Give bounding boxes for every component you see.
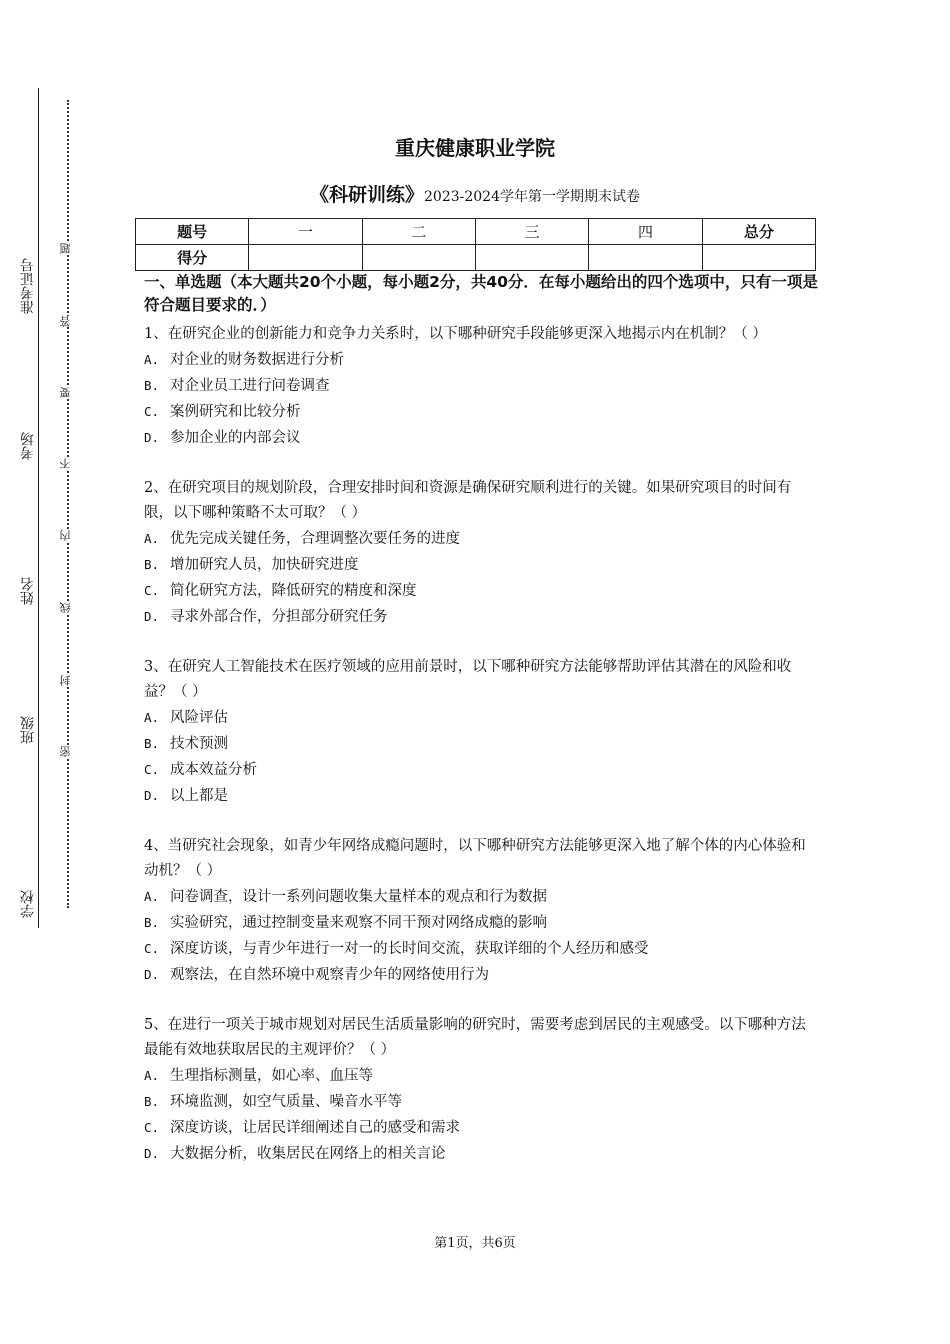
score-cell-1[interactable] [249, 245, 362, 271]
score-cell-total[interactable] [702, 245, 815, 271]
question [144, 476, 820, 630]
option-text: 寻求外部合作，分担部分研究任务 [170, 609, 388, 625]
answer-option[interactable] [144, 884, 820, 910]
option-letter: A. [144, 889, 160, 904]
school-title: 重庆健康职业学院 [395, 136, 555, 160]
answer-option[interactable] [144, 705, 820, 731]
option-text: 增加研究人员，加快研究进度 [170, 557, 359, 573]
option-text: 实验研究，通过控制变量来观察不同干预对网络成瘾的影响 [170, 915, 547, 931]
option-text: 问卷调查，设计一系列问题收集大量样本的观点和行为数据 [170, 889, 547, 905]
answer-option[interactable] [144, 757, 820, 783]
score-cell-4[interactable] [589, 245, 702, 271]
exam-number-label: 准考证号 [20, 258, 36, 314]
seal-char: 答 [60, 316, 75, 327]
option-letter: B. [144, 1094, 160, 1109]
question-stem: 4、当研究社会现象，如青少年网络成瘾问题时，以下哪种研究方法能够更深入地了解个体的内心体验和动机？（ ） [144, 838, 806, 879]
option-letter: D. [144, 967, 160, 982]
question-stem: 1、在研究企业的创新能力和竞争力关系时，以下哪种研究手段能够更深入地揭示内在机制？（ ） [144, 326, 767, 342]
option-letter: B. [144, 736, 160, 751]
option-text: 对企业员工进行问卷调查 [170, 378, 330, 394]
seal-char: 题 [60, 243, 75, 254]
question [144, 834, 820, 988]
seal-char: 封 [60, 675, 75, 686]
score-row-label: 得分 [136, 245, 249, 271]
option-text: 简化研究方法，降低研究的精度和深度 [170, 583, 417, 599]
option-letter: A. [144, 531, 160, 546]
answer-option[interactable] [144, 1089, 820, 1115]
question-stem: 2、在研究项目的规划阶段，合理安排时间和资源是确保研究顺利进行的关键。如果研究项目的时间有限，以下哪种策略不太可取？（ ） [144, 480, 792, 521]
score-table-header-cell: 一 [249, 219, 362, 245]
option-letter: A. [144, 1068, 160, 1083]
question-stem: 5、在进行一项关于城市规划对居民生活质量影响的研究时，需要考虑到居民的主观感受。以下哪种方法最能有效地获取居民的主观评价？（ ） [144, 1017, 806, 1058]
answer-option[interactable] [144, 552, 820, 578]
option-letter: C. [144, 404, 160, 419]
option-text: 观察法，在自然环境中观察青少年的网络使用行为 [170, 967, 489, 983]
score-table-header-cell: 总分 [702, 219, 815, 245]
option-letter: A. [144, 352, 160, 367]
score-table-header-cell: 三 [475, 219, 588, 245]
option-text: 大数据分析，收集居民在网络上的相关言论 [170, 1146, 446, 1162]
answer-option[interactable] [144, 783, 820, 809]
score-table-score-row [136, 245, 816, 271]
class-label: 班级 [20, 716, 36, 744]
binding-line [38, 88, 39, 928]
question [144, 655, 820, 809]
seal-char: 内 [60, 530, 75, 541]
option-letter: B. [144, 378, 160, 393]
question-stem: 3、在研究人工智能技术在医疗领域的应用前景时，以下哪种研究方法能够帮助评估其潜在的风险和收益？（ ） [144, 659, 792, 700]
seal-char: 密 [60, 746, 75, 757]
answer-option[interactable] [144, 347, 820, 373]
option-text: 案例研究和比较分析 [170, 404, 301, 420]
answer-option[interactable] [144, 526, 820, 552]
answer-option[interactable] [144, 399, 820, 425]
option-text: 优先完成关键任务，合理调整次要任务的进度 [170, 531, 460, 547]
answer-option[interactable] [144, 910, 820, 936]
score-table [135, 218, 816, 271]
answer-option[interactable] [144, 373, 820, 399]
page-number: 第1页，共6页 [434, 1236, 516, 1251]
option-text: 对企业的财务数据进行分析 [170, 352, 344, 368]
answer-option[interactable] [144, 936, 820, 962]
option-letter: C. [144, 941, 160, 956]
score-table-header-row [136, 219, 816, 245]
option-letter: C. [144, 762, 160, 777]
seal-char: 要 [60, 387, 75, 398]
answer-option[interactable] [144, 425, 820, 451]
option-letter: D. [144, 609, 160, 624]
option-letter: C. [144, 1120, 160, 1135]
score-cell-3[interactable] [475, 245, 588, 271]
option-letter: B. [144, 915, 160, 930]
option-letter: D. [144, 788, 160, 803]
student-name-label: 姓名 [20, 577, 36, 605]
answer-option[interactable] [144, 1141, 820, 1167]
option-letter: D. [144, 430, 160, 445]
seal-char: 不 [60, 458, 75, 469]
exam-room-label: 考场 [20, 432, 36, 460]
seal-dotted-line [67, 100, 69, 908]
option-letter: A. [144, 710, 160, 725]
answer-option[interactable] [144, 578, 820, 604]
answer-option[interactable] [144, 1115, 820, 1141]
option-text: 深度访谈，与青少年进行一对一的长时间交流，获取详细的个人经历和感受 [170, 941, 649, 957]
section-heading: 一、单选题（本大题共20个小题，每小题2分，共40分．在每小题给出的四个选项中，只有一项是符合题目要求的．） [144, 273, 818, 314]
school-label: 学校 [20, 890, 36, 918]
option-letter: C. [144, 583, 160, 598]
exam-title [0, 180, 950, 207]
option-text: 风险评估 [170, 710, 228, 726]
option-text: 生理指标测量，如心率、血压等 [170, 1068, 373, 1084]
question [144, 322, 820, 451]
seal-char: 线 [60, 602, 75, 613]
score-table-header-cell: 二 [362, 219, 475, 245]
answer-option[interactable] [144, 962, 820, 988]
option-text: 成本效益分析 [170, 762, 257, 778]
answer-option[interactable] [144, 1063, 820, 1089]
option-letter: B. [144, 557, 160, 572]
option-text: 以上都是 [170, 788, 228, 804]
option-text: 环境监测，如空气质量、噪音水平等 [170, 1094, 402, 1110]
option-letter: D. [144, 1146, 160, 1161]
score-table-header-cell: 题号 [136, 219, 249, 245]
option-text: 参加企业的内部会议 [170, 430, 301, 446]
question [144, 1013, 820, 1167]
score-cell-2[interactable] [362, 245, 475, 271]
option-text: 深度访谈，让居民详细阐述自己的感受和需求 [170, 1120, 460, 1136]
option-text: 技术预测 [170, 736, 228, 752]
answer-option[interactable] [144, 731, 820, 757]
score-table-header-cell: 四 [589, 219, 702, 245]
course-title: 《科研训练》 [309, 184, 424, 206]
answer-option[interactable] [144, 604, 820, 630]
exam-content [144, 271, 820, 1192]
exam-term: 2023-2024学年第一学期期末试卷 [424, 189, 640, 205]
